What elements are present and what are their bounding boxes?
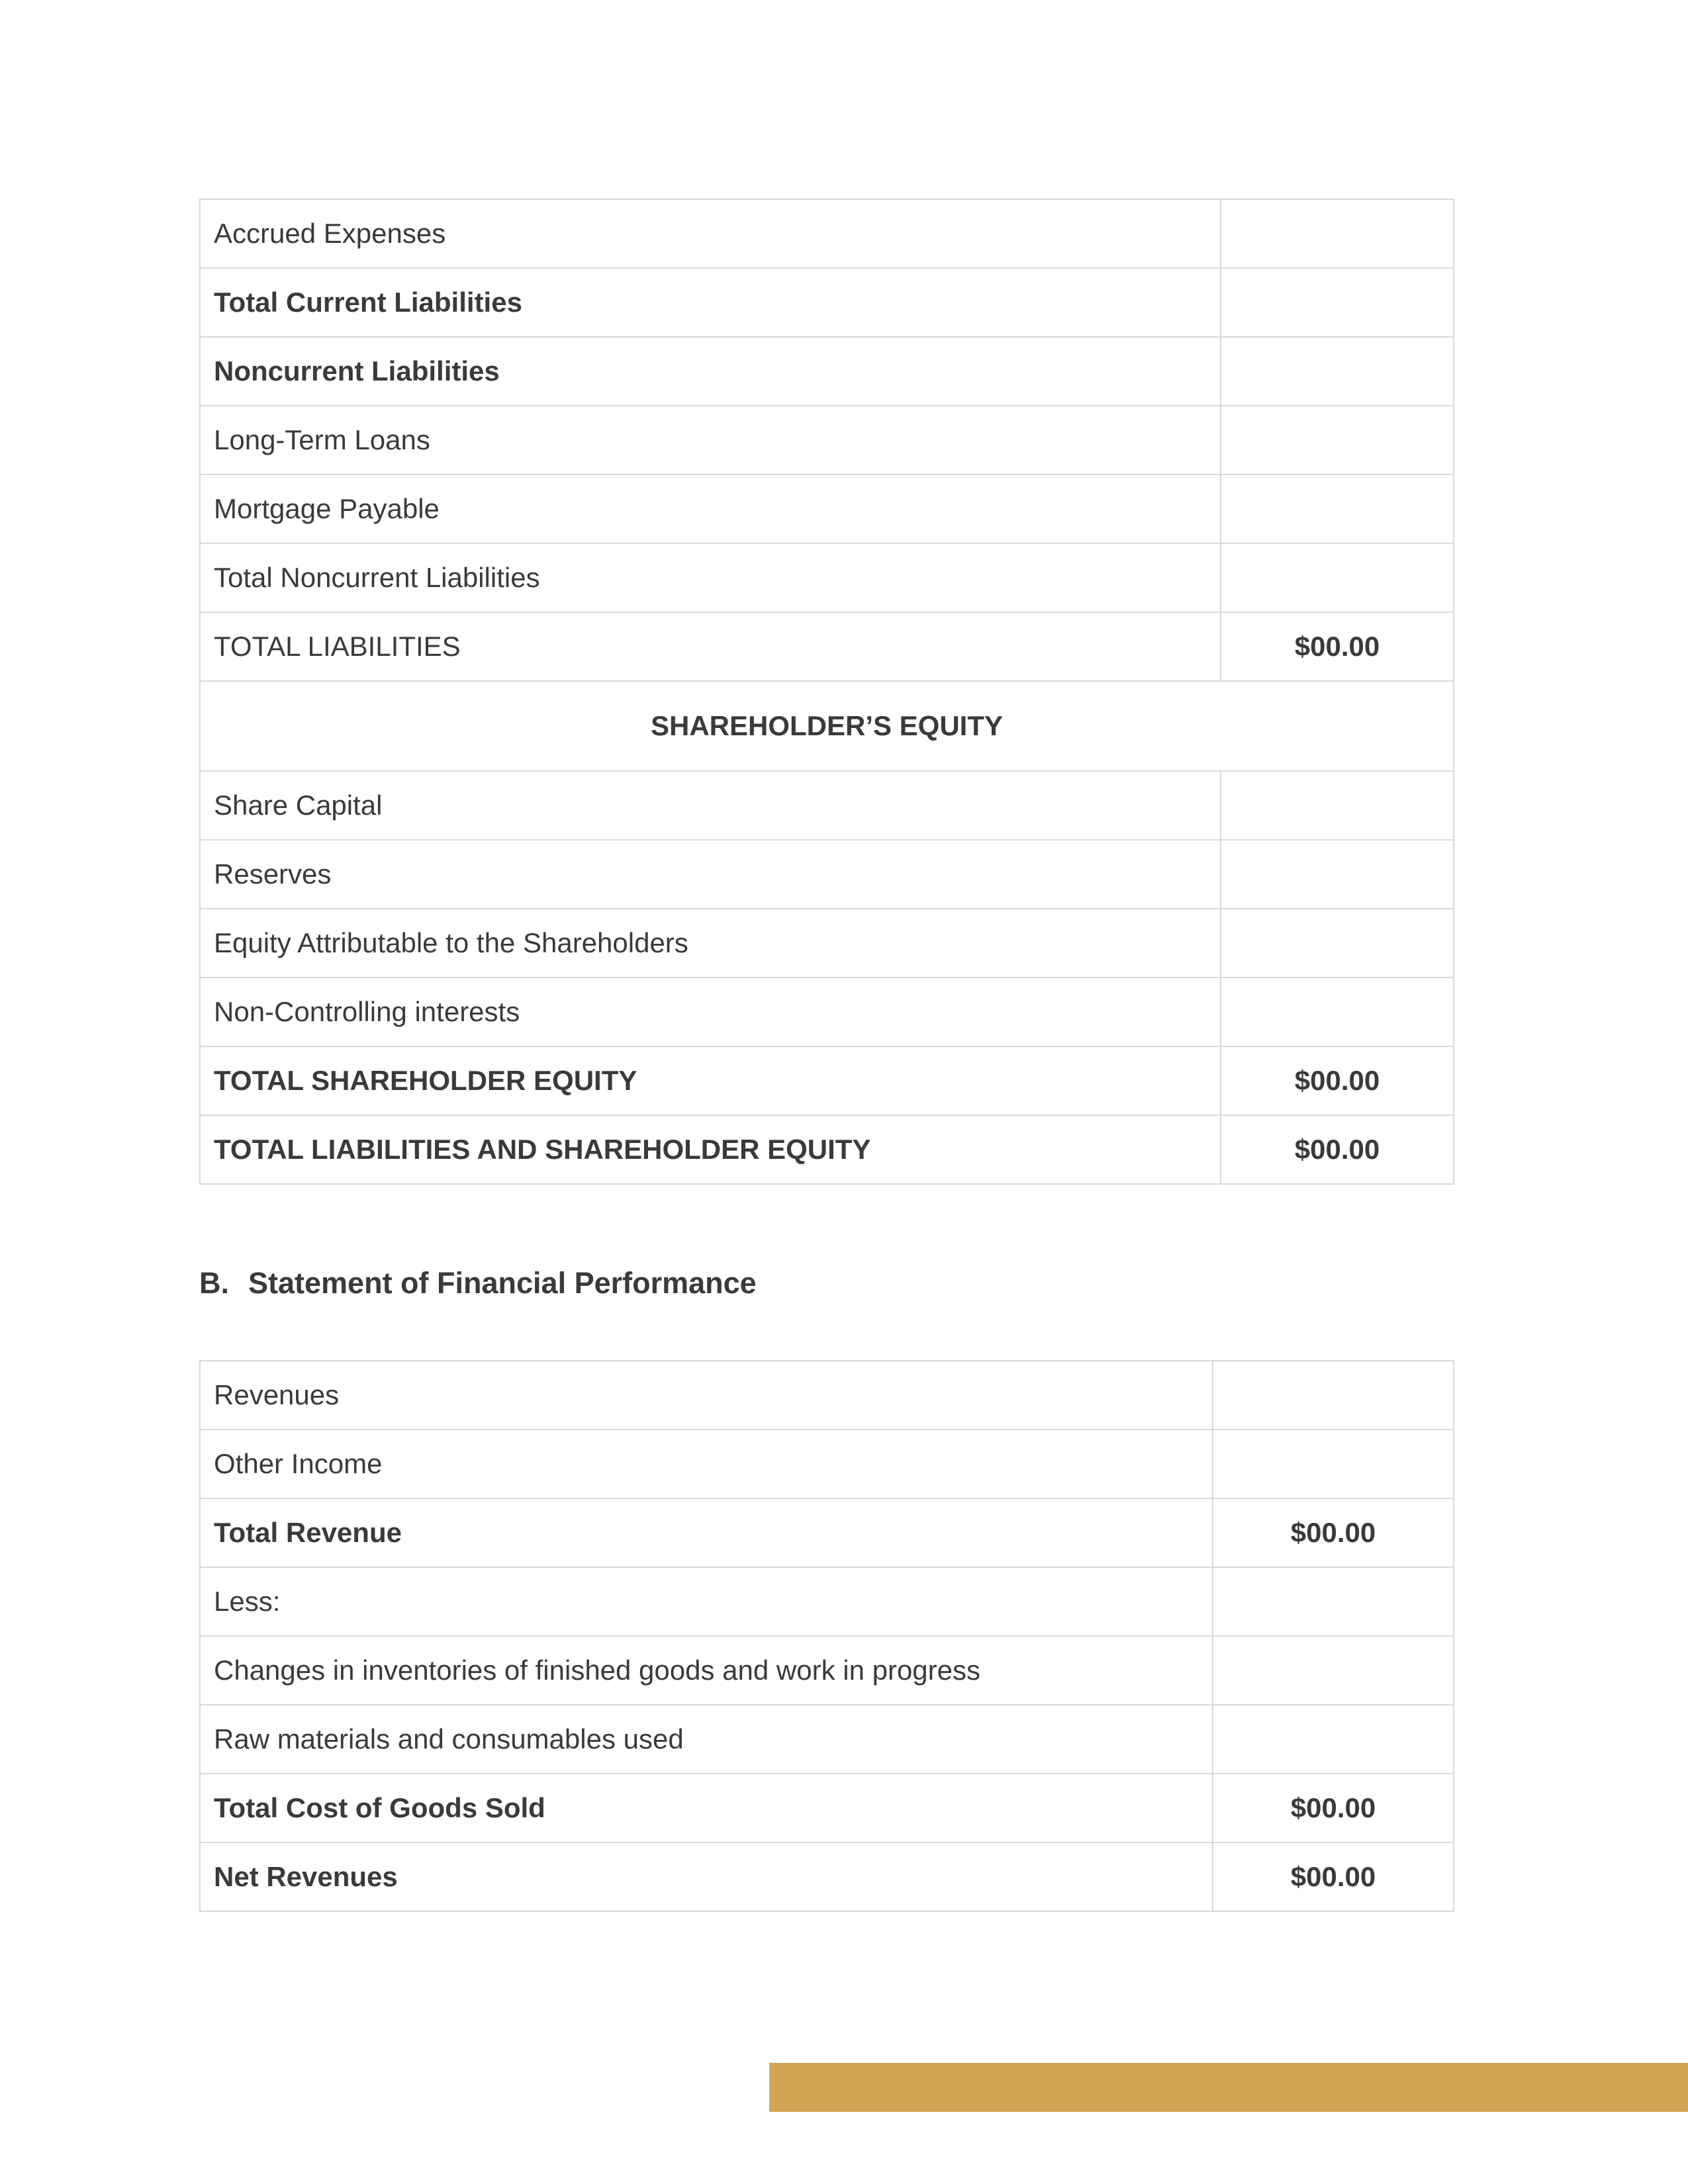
row-label: Reserves — [200, 840, 1221, 909]
row-value — [1221, 406, 1454, 475]
section-heading-text: Statement of Financial Performance — [248, 1266, 757, 1300]
table-row — [200, 1115, 1454, 1184]
table-row — [200, 406, 1454, 475]
row-value: $00.00 — [1221, 1115, 1454, 1184]
footer-accent-bar — [769, 2063, 1688, 2112]
table-row — [200, 1636, 1454, 1705]
section-heading — [199, 1266, 757, 1300]
row-value — [1213, 1636, 1454, 1705]
row-value — [1213, 1705, 1454, 1774]
section-marker: B. — [199, 1266, 229, 1300]
table-row — [200, 1498, 1454, 1567]
row-label: Total Cost of Goods Sold — [200, 1774, 1213, 1843]
row-label: Total Revenue — [200, 1498, 1213, 1567]
row-label: TOTAL SHAREHOLDER EQUITY — [200, 1046, 1221, 1115]
row-value — [1221, 543, 1454, 612]
row-value — [1221, 337, 1454, 406]
table-row — [200, 1774, 1454, 1843]
row-label: TOTAL LIABILITIES AND SHAREHOLDER EQUITY — [200, 1115, 1221, 1184]
row-value — [1221, 978, 1454, 1046]
row-label: Non-Controlling interests — [200, 978, 1221, 1046]
table-row — [200, 475, 1454, 543]
row-value — [1213, 1430, 1454, 1498]
row-value — [1221, 771, 1454, 840]
table-row — [200, 199, 1454, 268]
table-row — [200, 337, 1454, 406]
table-row — [200, 1046, 1454, 1115]
table-row — [200, 1361, 1454, 1430]
table-row — [200, 268, 1454, 337]
section-row — [200, 681, 1454, 771]
shareholders-equity-section-title: SHAREHOLDER’S EQUITY — [200, 681, 1454, 771]
row-value — [1221, 840, 1454, 909]
row-label: Noncurrent Liabilities — [200, 337, 1221, 406]
row-value: $00.00 — [1213, 1843, 1454, 1911]
row-value — [1221, 268, 1454, 337]
row-label: Changes in inventories of finished goods and work in progress — [200, 1636, 1213, 1705]
row-label: Total Current Liabilities — [200, 268, 1221, 337]
financial-performance-table — [199, 1360, 1454, 1912]
table-row — [200, 1567, 1454, 1636]
row-label: Long-Term Loans — [200, 406, 1221, 475]
row-label: Accrued Expenses — [200, 199, 1221, 268]
row-value — [1221, 199, 1454, 268]
row-label: Equity Attributable to the Shareholders — [200, 909, 1221, 978]
row-label: Raw materials and consumables used — [200, 1705, 1213, 1774]
row-label: Net Revenues — [200, 1843, 1213, 1911]
table-row — [200, 1705, 1454, 1774]
table-row — [200, 909, 1454, 978]
liabilities-equity-table — [199, 199, 1454, 1185]
table-row — [200, 1843, 1454, 1911]
table-row — [200, 840, 1454, 909]
table-row — [200, 612, 1454, 681]
table-row — [200, 543, 1454, 612]
table-row — [200, 771, 1454, 840]
row-label: TOTAL LIABILITIES — [200, 612, 1221, 681]
row-value — [1213, 1361, 1454, 1430]
row-label: Total Noncurrent Liabilities — [200, 543, 1221, 612]
row-value — [1221, 909, 1454, 978]
row-label: Mortgage Payable — [200, 475, 1221, 543]
row-value: $00.00 — [1221, 612, 1454, 681]
row-value: $00.00 — [1213, 1498, 1454, 1567]
row-label: Less: — [200, 1567, 1213, 1636]
row-value: $00.00 — [1221, 1046, 1454, 1115]
table-row — [200, 978, 1454, 1046]
row-value: $00.00 — [1213, 1774, 1454, 1843]
row-label: Share Capital — [200, 771, 1221, 840]
row-label: Other Income — [200, 1430, 1213, 1498]
row-value — [1221, 475, 1454, 543]
row-label: Revenues — [200, 1361, 1213, 1430]
row-value — [1213, 1567, 1454, 1636]
table-row — [200, 1430, 1454, 1498]
